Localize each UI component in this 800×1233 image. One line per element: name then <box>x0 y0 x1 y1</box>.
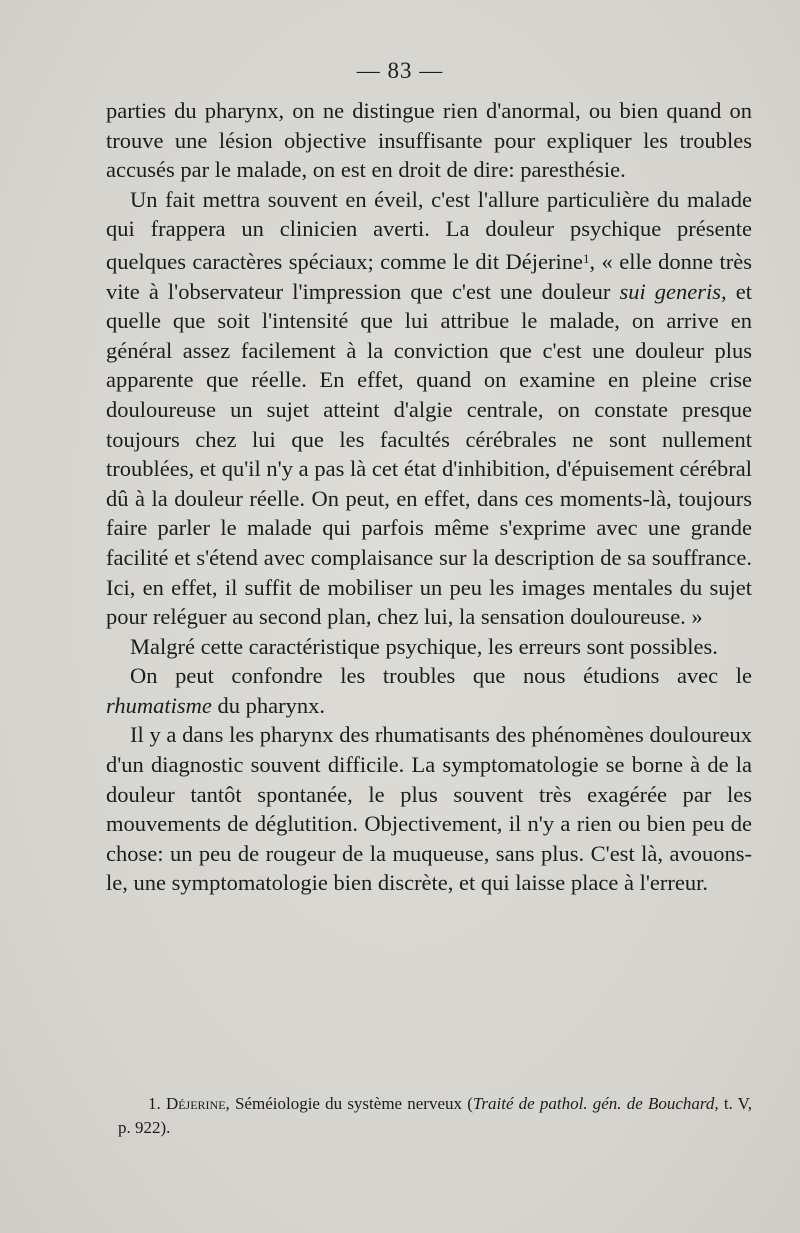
paragraph-2-start: Un fait mettra souvent en éveil, c'est l'allure particulière du malade qui frappera un clinicien averti. La douleur psychique présente quelques caractères spéciaux; comme le dit Déjerine <box>106 186 752 274</box>
paragraph-2 <box>106 185 752 632</box>
paragraph-3: Malgré cette caractéristique psychique, les erreurs sont possibles. <box>130 633 718 659</box>
footnote-reference: 1 <box>583 250 590 266</box>
footnote-author: Déjerine <box>165 1094 226 1113</box>
body-text <box>106 96 752 898</box>
paragraph-5: Il y a dans les pharynx des rhumatisants des phénomènes douloureux d'un diagnostic souvent difficile. La symptomatologie se borne à de la douleur tantôt spontanée, le plus souvent très exagérée par les mouvements de déglutition. Objectivement, il n'y a rien ou bien peu de chose: un peu de rougeur de la muqueuse, sans plus. C'est là, avouons-le, une symptomatologie bien discrète, et qui laisse place à l'erreur. <box>106 722 752 896</box>
italic-rhumatisme: rhumatisme <box>106 692 212 718</box>
page-number: — 83 — <box>356 58 444 83</box>
footnote-text-1: , Séméiologie du système nerveux ( <box>225 1094 473 1113</box>
paragraph-4 <box>106 661 752 720</box>
paragraph-2-quote-start: , « elle donne très vite à l'observateur l'impression que c'est une douleur <box>106 248 752 304</box>
italic-sui-generis: sui generis, <box>619 278 727 304</box>
footnote <box>118 1092 752 1140</box>
paragraph-1: parties du pharynx, on ne distingue rien d'anormal, ou bien quand on trouve une lésion objective insuffisante pour expliquer les troubles accusés par le malade, on est en droit de dire: paresthésie. <box>106 98 752 183</box>
footnote-text-2: t. V, p. 922). <box>118 1094 753 1137</box>
footnote-marker: 1. <box>148 1094 161 1113</box>
paragraph-4-start: On peut confondre les troubles que nous étudions avec le <box>130 663 752 689</box>
paragraph-4-end: du pharynx. <box>211 692 325 718</box>
footnote-italic-title: Traité de pathol. gén. de Bouchard, <box>472 1094 719 1113</box>
paragraph-2-rest: et quelle que soit l'intensité que lui attribue le malade, on arrive en général assez facilement à la conviction que c'est une douleur plus apparente que réelle. En effet, quand on examine en pleine crise douloureuse un sujet atteint d'algie centrale, on constate presque toujours chez lui que les facultés cérébrales ne sont nullement troublées, et qu'il n'y a pas là cet état d'inhibition, d'épuisement cérébral dû à la douleur réelle. On peut, en effet, dans ces moments-là, toujours faire parler le malade qui parfois même s'exprime avec une grande facilité et s'étend avec complaisance sur la description de sa souffrance. Ici, en effet, il suffit de mobiliser un peu les images mentales du sujet pour reléguer au second plan, chez lui, la sensation douloureuse. » <box>106 278 752 630</box>
